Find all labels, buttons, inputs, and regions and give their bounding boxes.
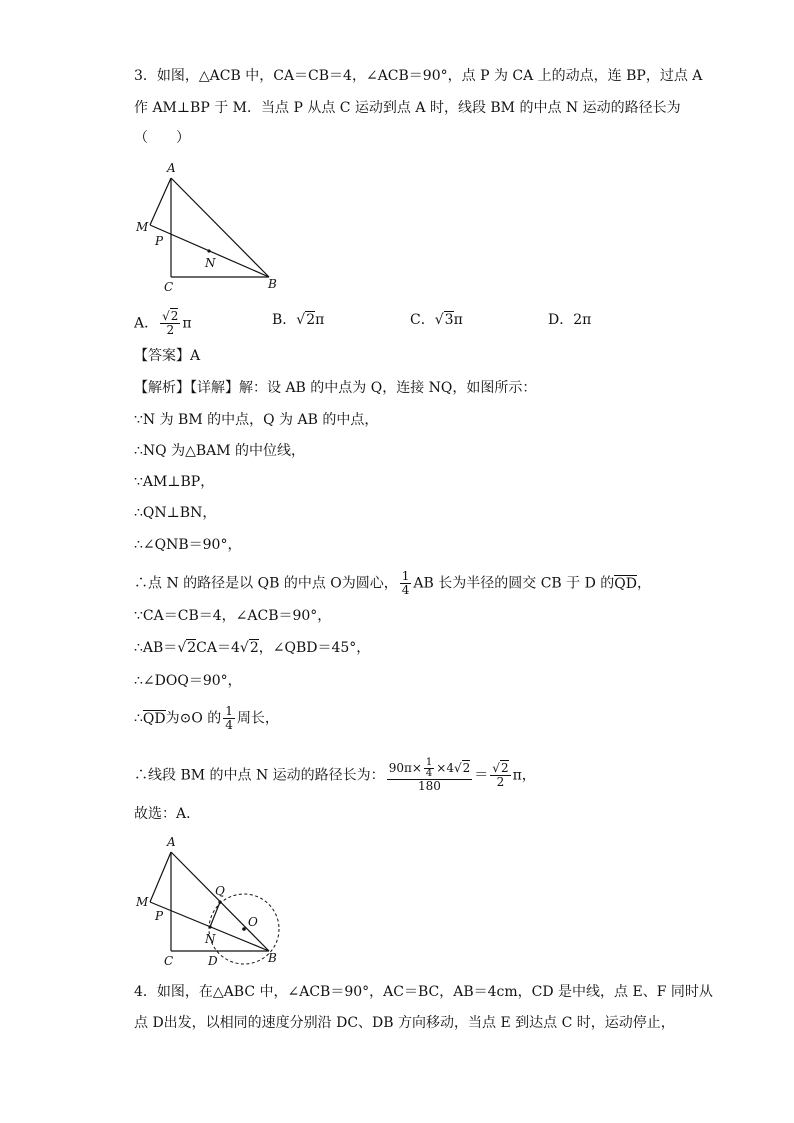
- option-a: A． $\frac{√2}{2}$ π: [134, 309, 192, 337]
- fig2-label-c: C: [164, 954, 174, 968]
- analysis-line4: ∵AM⊥BP，: [134, 474, 215, 490]
- analysis-line8: ∵CA＝CB＝4，∠ACB＝90°，: [134, 608, 332, 624]
- fig1-label-a: A: [167, 161, 176, 175]
- fig2-label-q: Q: [215, 884, 225, 898]
- analysis-line5: ∴QN⊥BN，: [134, 505, 217, 521]
- option-c: C．√3π: [410, 312, 463, 328]
- q3-blank: （ ）: [134, 130, 190, 146]
- analysis-line6: ∴∠QNB＝90°，: [134, 537, 242, 553]
- option-b: B．√2π: [272, 312, 325, 328]
- fig2-label-b: B: [268, 951, 277, 965]
- fig2-label-d: D: [208, 954, 218, 968]
- fig2-label-a: A: [167, 835, 176, 849]
- fig2-label-p: P: [155, 909, 164, 923]
- fig2-label-n: N: [205, 932, 216, 946]
- q4-line1: 4．如图，在△ABC 中，∠ACB＝90°，AC＝BC，AB＝4cm，CD 是中线，点 E、F 同时从: [134, 984, 713, 1000]
- analysis-line9: ∴AB＝√2CA＝4√2，∠QBD＝45°，: [134, 640, 371, 656]
- analysis-line1: 【解析】【详解】解：设 AB 的中点为 Q，连接 NQ，如图所示：: [134, 380, 537, 396]
- analysis-line11: ∴QD为⊙O 的 $\frac{1}{4}$ 周长，: [134, 704, 279, 732]
- fig2-label-m: M: [136, 895, 149, 909]
- fig1-label-p: P: [155, 234, 164, 248]
- q3-figure: [130, 158, 290, 293]
- fig2-label-o: O: [248, 915, 258, 929]
- option-d: D．2π: [548, 312, 592, 328]
- analysis-line3: ∴NQ 为△BAM 的中位线，: [134, 443, 306, 459]
- q3-line1: 3．如图，△ACB 中，CA＝CB＝4，∠ACB＝90°，点 P 为 CA 上的动点，连 BP，过点 A: [134, 68, 703, 84]
- solution-figure: [130, 832, 290, 968]
- fig1-label-c: C: [164, 280, 174, 293]
- analysis-line13: 故选：A．: [134, 806, 201, 822]
- analysis-line2: ∵N 为 BM 的中点，Q 为 AB 的中点，: [134, 412, 379, 428]
- q3-line2: 作 AM⊥BP 于 M．当点 P 从点 C 运动到点 A 时，线段 BM 的中点 N 运动的路径长为: [134, 100, 681, 116]
- fig1-label-n: N: [205, 256, 216, 270]
- analysis-line10: ∴∠DOQ＝90°，: [134, 673, 242, 689]
- analysis-line12: ∴线段 BM 的中点 N 运动的路径长为： 90π× $\frac{1}{4}$ ×4√2 180 ＝ $\frac{√2}{2}$ π，: [134, 757, 536, 793]
- q4-line2: 点 D出发，以相同的速度分别沿 DC、DB 方向移动，当点 E 到达点 C 时，运动停止，: [134, 1015, 675, 1031]
- fig1-label-m: M: [136, 220, 149, 234]
- analysis-line7: ∴点 N 的路径是以 QB 的中点 O为圆心， $\frac{1}{4}$ AB 长为半径的圆交 CB 于 D 的QD，: [134, 569, 651, 597]
- fig1-label-b: B: [268, 277, 277, 291]
- answer: 【答案】A: [134, 348, 201, 364]
